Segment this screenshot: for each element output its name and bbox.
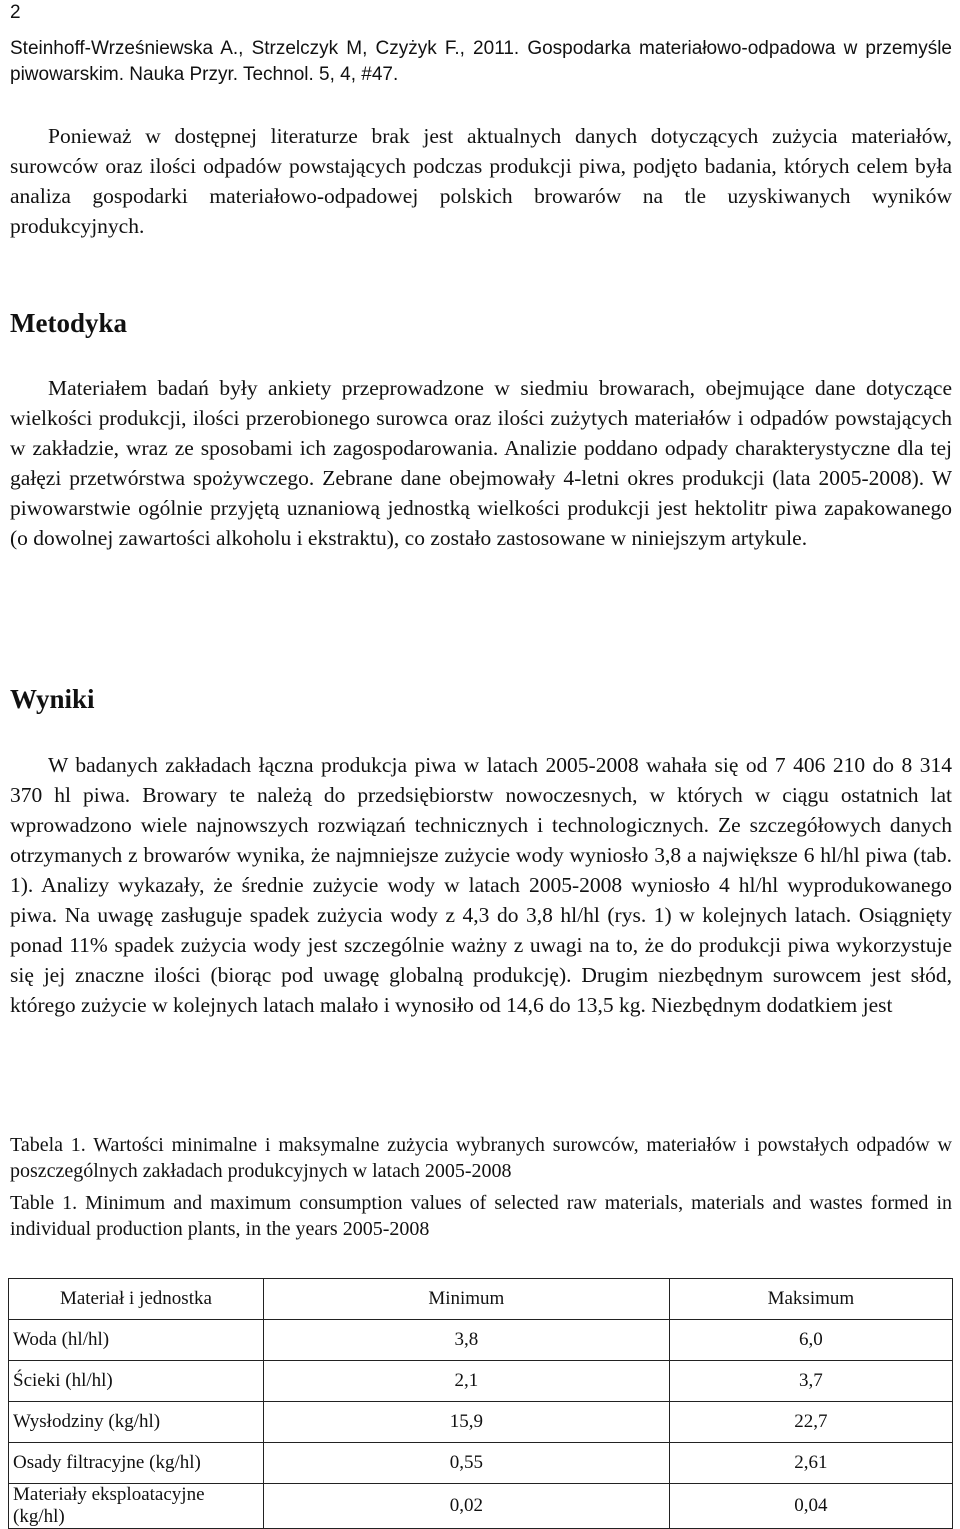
table-row — [9, 1320, 953, 1361]
table-cell: 3,7 — [669, 1361, 952, 1402]
page-number: 2 — [10, 2, 21, 23]
methods-paragraph: Materiałem badań były ankiety przeprowadzone w siedmiu browarach, obejmujące dane dotyczące wielkości produkcji, ilości przerobionego surowca oraz ilości zużytych materiałów i odpadów powstających w zakładzie, wraz ze sposobami ich zagospodarowania. Analizie poddano odpady charakterystyczne dla tej gałęzi przetwórstwa spożywczego. Zebrane dane obejmowały 4-letni okres produkcji (lata 2005-2008). W piwowarstwie ogólnie przyjętą uznaniową jednostką wielkości produkcji jest hektolitr piwa zapakowanego (o dowolnej zawartości alkoholu i ekstraktu), co zostało zastosowane w niniejszym artykule. — [10, 376, 952, 550]
table-cell: 6,0 — [669, 1320, 952, 1361]
citation-header: Steinhoff-Wrześniewska A., Strzelczyk M, Czyżyk F., 2011. Gospodarka materiałowo-odpadowa w przemyśle piwowarskim. Nauka Przyr. Technol. 5, 4, #47. — [10, 38, 952, 85]
table-cell: 15,9 — [263, 1402, 669, 1443]
table-caption-pl: Tabela 1. Wartości minimalne i maksymalne zużycia wybranych surowców, materiałów i powstałych odpadów w poszczególnych zakładach produkcyjnych w latach 2005-2008 — [10, 1134, 952, 1182]
table-header-cell: Minimum — [263, 1279, 669, 1320]
table-cell: Ścieki (hl/hl) — [9, 1361, 264, 1402]
table-row — [9, 1484, 953, 1529]
table-header-row — [9, 1279, 953, 1320]
table-cell: 0,55 — [263, 1443, 669, 1484]
table-cell: 22,7 — [669, 1402, 952, 1443]
section-heading-results: Wyniki — [10, 684, 95, 714]
table-header-cell: Materiał i jednostka — [9, 1279, 264, 1320]
table-cell: Materiały eksploatacyjne (kg/hl) — [9, 1484, 264, 1529]
table-cell: 0,04 — [669, 1484, 952, 1529]
table-cell: 2,1 — [263, 1361, 669, 1402]
table-cell: 0,02 — [263, 1484, 669, 1529]
table-row — [9, 1402, 953, 1443]
results-paragraph: W badanych zakładach łączna produkcja piwa w latach 2005-2008 wahała się od 7 406 210 do 8 314 370 hl piwa. Browary te należą do przedsiębiorstw nowoczesnych, w których w ciągu ostatnich lat wprowadzono wiele najnowszych rozwiązań technicznych i technologicznych. Ze szczegółowych danych otrzymanych z browarów wynika, że najmniejsze zużycie wody wyniosło 3,8 a największe 6 hl/hl piwa (tab. 1). Analizy wykazały, że średnie zużycie wody w latach 2005-2008 wyniosło 4 hl/hl wyprodukowanego piwa. Na uwagę zasługuje spadek zużycia wody z 4,3 do 3,8 hl/hl (rys. 1) w kolejnych latach. Osiągnięty ponad 11% spadek zużycia wody jest szczególnie ważny z uwagi na to, że do produkcji piwa wykorzystuje się jej znaczne ilości (biorąc pod uwagę globalną produkcję). Drugim niezbędnym surowcem jest słód, którego zużycie w kolejnych latach malało i wynosiło od 14,6 do 13,5 kg. Niezbędnym dodatkiem jest — [10, 753, 952, 1017]
table-cell: 2,61 — [669, 1443, 952, 1484]
table-caption-en: Table 1. Minimum and maximum consumption values of selected raw materials, materials and wastes formed in individual production plants, in the years 2005-2008 — [10, 1192, 952, 1240]
table-row — [9, 1361, 953, 1402]
table-cell: Woda (hl/hl) — [9, 1320, 264, 1361]
section-heading-methods: Metodyka — [10, 308, 127, 338]
intro-paragraph: Ponieważ w dostępnej literaturze brak jest aktualnych danych dotyczących zużycia materiałów, surowców oraz ilości odpadów powstających podczas produkcji piwa, podjęto badania, których celem była analiza gospodarki materiałowo-odpadowej polskich browarów na tle uzyskiwanych wyników produkcyjnych. — [10, 124, 952, 238]
table-cell: Osady filtracyjne (kg/hl) — [9, 1443, 264, 1484]
table-header-cell: Maksimum — [669, 1279, 952, 1320]
table-cell: Wysłodziny (kg/hl) — [9, 1402, 264, 1443]
table-row — [9, 1443, 953, 1484]
table-cell: 3,8 — [263, 1320, 669, 1361]
data-table — [8, 1278, 953, 1529]
